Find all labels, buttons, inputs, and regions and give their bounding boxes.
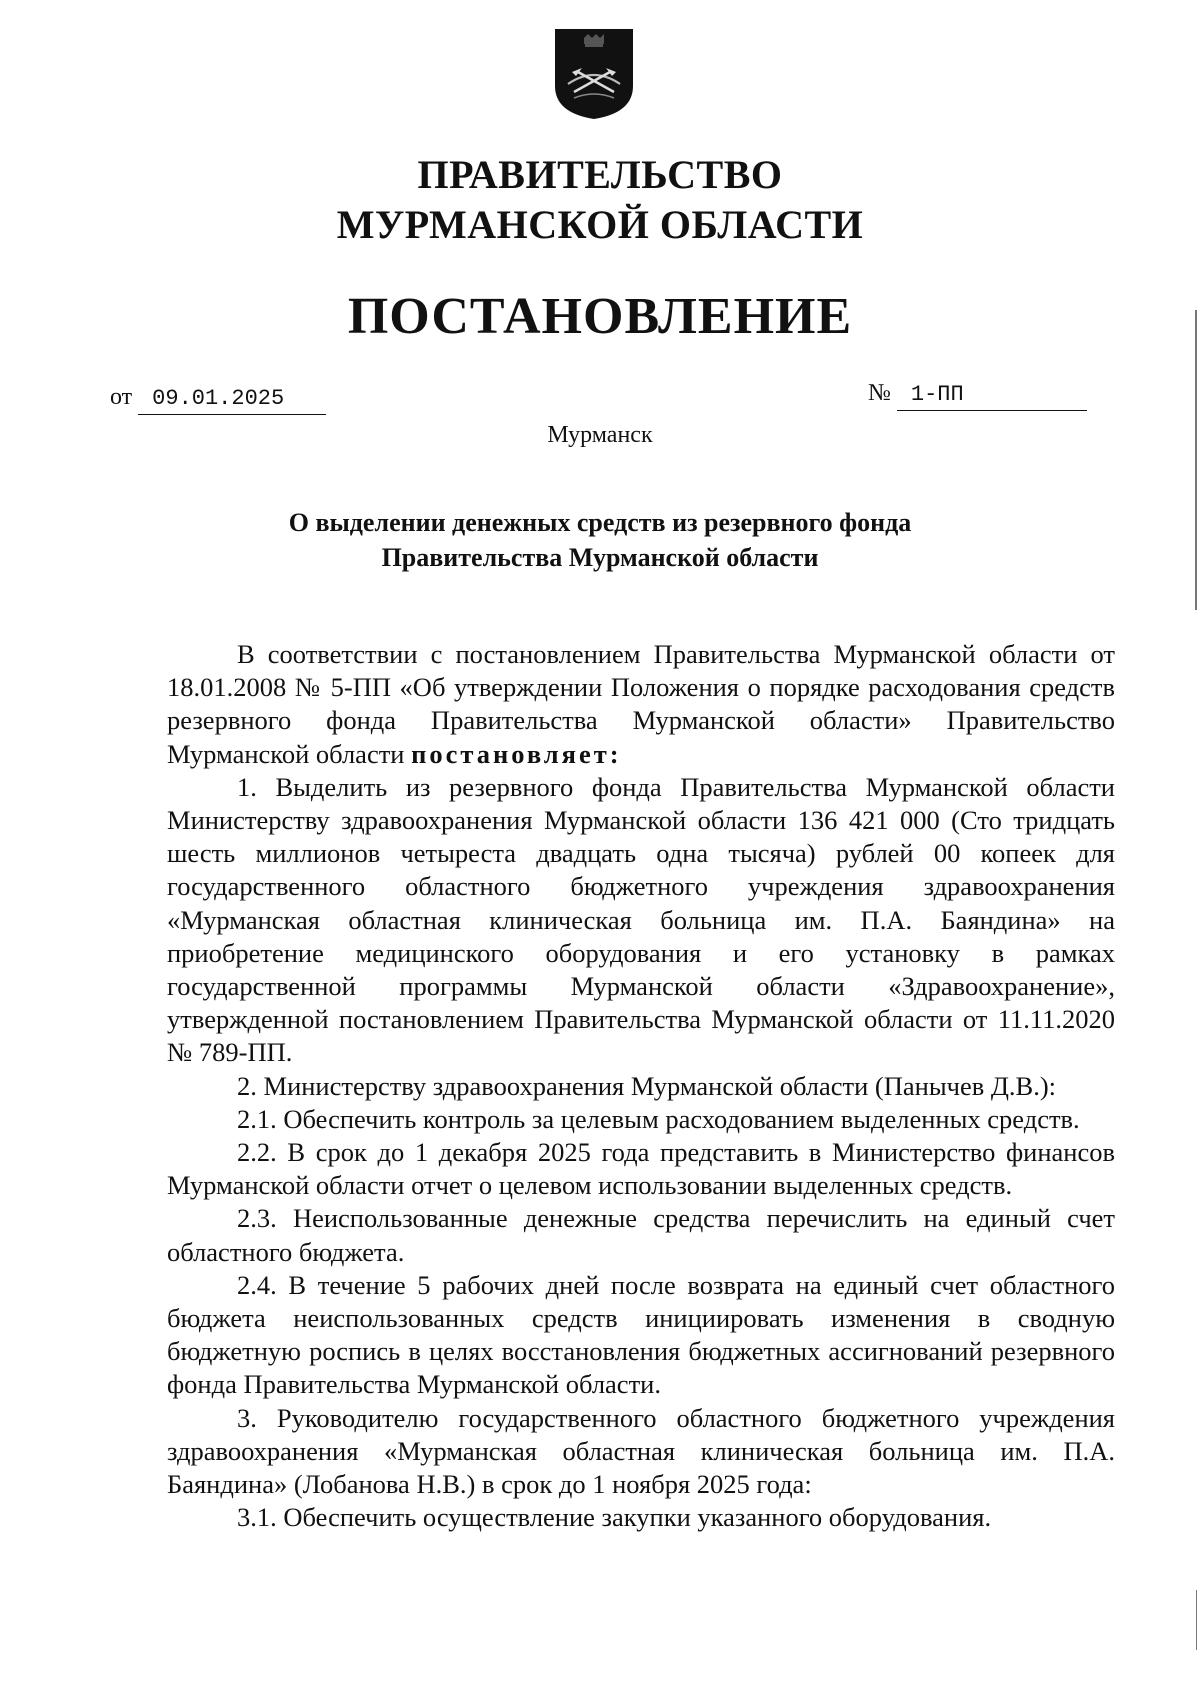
document-date: 09.01.2025 — [138, 384, 326, 415]
subject-line2: Правительства Мурманской области — [381, 543, 819, 572]
body-paragraph: 3.1. Обеспечить осуществление закупки указанного оборудования. — [237, 1502, 992, 1533]
body-paragraph: 2.4. В течение 5 рабочих дней после возврата на единый счет областного бюджета неиспользованных средств инициировать изменения в сводную бюджетную роспись в целях восстановления бюджетных ассигнований резервного фонда Правительства Мурманской области. — [167, 1269, 1115, 1400]
preamble-text: В соответствии с постановлением Правительства Мурманской области от 18.01.2008 № 5-ПП «Об утверждении Положения о порядке расходования средств резервного фонда Правительства Мурманской области» Правительство Мурманской области — [167, 639, 1115, 769]
preamble-paragraph — [167, 638, 1115, 771]
subject-line1: О выделении денежных средств из резервного фонда — [288, 508, 912, 537]
document-body — [167, 638, 1115, 1534]
document-number-row — [868, 378, 1087, 411]
body-paragraph: 2.2. В срок до 1 декабря 2025 года представить в Министерство финансов Мурманской области отчет о целевом использовании выделенных средств. — [167, 1137, 1115, 1201]
document-type-title: ПОСТАНОВЛЕНИЕ — [347, 288, 853, 345]
document-subject — [0, 505, 1200, 575]
scan-edge-mark — [1195, 310, 1197, 610]
body-paragraph: 2.3. Неиспользованные денежные средства перечислить на единый счет областного бюджета. — [167, 1203, 1115, 1267]
date-prefix: от — [110, 384, 133, 410]
document-date-row — [110, 382, 326, 415]
document-number: 1-ПП — [897, 380, 1087, 411]
preamble-verb: постановляет: — [411, 738, 622, 769]
coat-of-arms-emblem — [554, 28, 634, 120]
body-paragraph: 1. Выделить из резервного фонда Правительства Мурманской области Министерству здравоохранения Мурманской области 136 421 000 (Сто тридцать шесть миллионов четыреста двадцать одна тысяча) рублей 00 копеек для государственного областного бюджетного учреждения здравоохранения «Мурманская областная клиническая больница им. П.А. Баяндина» на приобретение медицинского оборудования и его установку в рамках государственной программы Мурманской области «Здравоохранение», утвержденной постановлением Правительства Мурманской области от 11.11.2020 № 789-ПП. — [167, 771, 1115, 1068]
organization-name-line2: МУРМАНСКОЙ ОБЛАСТИ — [336, 202, 864, 247]
number-prefix: № — [868, 380, 891, 406]
body-paragraph: 2.1. Обеспечить контроль за целевым расходованием выделенных средств. — [237, 1103, 1080, 1134]
document-city: Мурманск — [547, 422, 653, 448]
body-paragraph: 2. Министерству здравоохранения Мурманской области (Панычев Д.В.): — [237, 1070, 1057, 1101]
body-paragraph: 3. Руководителю государственного областного бюджетного учреждения здравоохранения «Мурманская областная клиническая больница им. П.А. Баяндина» (Лобанова Н.В.) в срок до 1 ноября 2025 года: — [167, 1402, 1115, 1500]
organization-name-line1: ПРАВИТЕЛЬСТВО — [417, 152, 783, 197]
scan-edge-mark — [1196, 1590, 1197, 1650]
